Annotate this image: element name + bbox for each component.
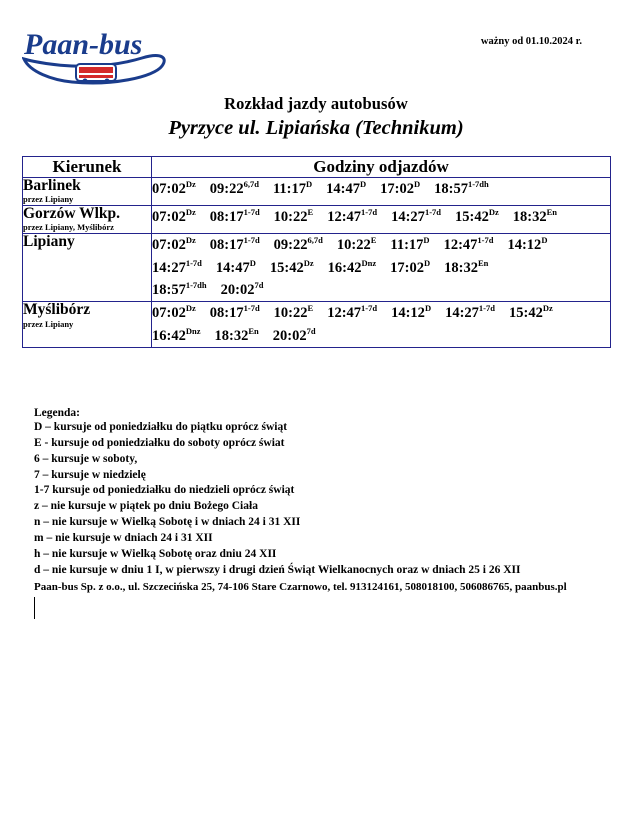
departure-note: E <box>370 235 377 246</box>
page-title <box>0 94 632 140</box>
departure-note: Dz <box>185 235 196 246</box>
departure-note: E <box>307 207 314 218</box>
departure-time: $14:27^{1-7d}$ <box>152 257 202 276</box>
departure-time: $08:17^{1-7d}$ <box>209 235 260 254</box>
departure-note: D <box>541 235 548 246</box>
departure-note: D <box>423 257 431 268</box>
departures-cell <box>152 302 611 348</box>
column-header-direction: Kierunek <box>23 157 152 178</box>
direction-cell <box>23 302 152 348</box>
departure-time: $17:02^D$ <box>390 257 431 276</box>
column-header-hours: Godziny odjazdów <box>152 157 611 178</box>
table-row <box>23 302 611 348</box>
departure-time: $15:42^{Dz}$ <box>269 257 314 276</box>
direction-cell <box>23 206 152 234</box>
departure-time: $11:17^D$ <box>272 179 313 197</box>
departure-note: 1-7dh <box>185 280 207 291</box>
direction-name: Gorzów Wlkp. <box>23 205 121 223</box>
legend-item: h – nie kursuje w Wielką Sobotę oraz dniu 24 XII <box>34 547 277 560</box>
departure-note: 6,7d <box>243 179 259 190</box>
departures-cell <box>152 178 611 206</box>
departure-note: 7d <box>306 326 316 337</box>
table-row <box>23 206 611 234</box>
direction-via: przez Lipiany, Myślibórz <box>23 222 114 233</box>
validity-note: ważny od 01.10.2024 r. <box>480 36 582 47</box>
departure-time: $07:02^{Dz}$ <box>152 179 196 197</box>
departure-time: $20:02^{7d}$ <box>272 326 316 344</box>
departure-time: $14:27^{1-7d}$ <box>445 303 495 322</box>
departures-table <box>22 156 611 348</box>
departure-time: $14:12^D$ <box>391 303 432 322</box>
departure-time: $14:12^D$ <box>507 235 548 254</box>
departures-line <box>152 325 610 347</box>
departure-time: $15:42^{Dz}$ <box>508 303 553 322</box>
table-row <box>23 234 611 302</box>
departure-time: $18:32^{En}$ <box>214 326 259 344</box>
departure-time: $10:22^E$ <box>273 303 314 322</box>
departure-note: 1-7d <box>243 303 260 314</box>
departure-time: $12:47^{1-7d}$ <box>327 303 378 322</box>
departure-note: 1-7d <box>243 235 260 246</box>
departure-note: 1-7d <box>477 235 494 246</box>
departures-line <box>152 302 610 324</box>
departure-note: D <box>423 235 430 246</box>
departure-time: $18:57^{1-7dh}$ <box>434 179 489 197</box>
departure-time: $09:22^{6,7d}$ <box>209 179 259 197</box>
legend-item: z – nie kursuje w piątek po dniu Bożego Ciała <box>34 500 258 513</box>
departure-time: $07:02^{Dz}$ <box>152 207 196 226</box>
legend-item: m – nie kursuje w dniach 24 i 31 XII <box>34 532 213 545</box>
departure-note: En <box>546 207 558 218</box>
departure-time: $08:17^{1-7d}$ <box>209 303 260 322</box>
departure-note: Dnz <box>185 326 201 337</box>
departure-note: 1-7d <box>478 303 495 314</box>
departure-note: 7d <box>254 280 264 291</box>
departure-note: 1-7d <box>185 257 202 268</box>
table-header <box>23 157 611 178</box>
departure-note: Dz <box>185 207 196 218</box>
departure-note: Dz <box>303 257 314 268</box>
departure-note: Dz <box>185 179 196 190</box>
legend-item: 1-7 kursuje od poniedziałku do niedzieli oprócz świąt <box>34 484 295 497</box>
direction-via: przez Lipiany <box>23 194 74 205</box>
departure-time: $08:17^{1-7d}$ <box>209 207 260 226</box>
table-header-row <box>23 157 611 178</box>
departure-time: $12:47^{1-7d}$ <box>443 235 494 254</box>
departures-cell <box>152 234 611 302</box>
svg-text:Paan-bus: Paan-bus <box>24 28 143 61</box>
departure-time: $14:27^{1-7d}$ <box>391 207 441 226</box>
departures-line <box>152 178 610 200</box>
departure-time: $20:02^{7d}$ <box>220 280 264 298</box>
legend-item: D – kursuje od poniedziałku do piątku oprócz świąt <box>34 421 288 433</box>
departure-time: $18:32^{En}$ <box>444 257 489 276</box>
direction-name: Lipiany <box>23 233 75 251</box>
departure-note: En <box>477 257 489 268</box>
departure-note: Dz <box>542 303 553 314</box>
legend-title: Legenda: <box>34 407 80 419</box>
departure-time: $15:42^{Dz}$ <box>455 207 499 226</box>
departure-note: Dnz <box>361 257 377 268</box>
legend <box>34 407 594 579</box>
legend-item: E - kursuje od poniedziałku do soboty oprócz świat <box>34 436 285 449</box>
departure-time: $16:42^{Dnz}$ <box>152 326 201 344</box>
departure-time: $07:02^{Dz}$ <box>152 303 196 322</box>
departure-time: $10:22^E$ <box>336 235 377 254</box>
departure-time: $14:47^D$ <box>326 179 367 197</box>
departures-line <box>152 234 610 256</box>
departures-line <box>152 257 610 279</box>
table-row <box>23 178 611 206</box>
direction-name: Barlinek <box>23 177 81 194</box>
departure-note: 1-7d <box>361 303 378 314</box>
departure-note: 1-7d <box>243 207 260 218</box>
departure-time: $14:47^D$ <box>215 257 256 276</box>
departure-time: $10:22^E$ <box>273 207 314 226</box>
title-line-1: Rozkład jazdy autobusów <box>224 94 408 113</box>
departure-note: 6,7d <box>307 235 323 246</box>
legend-lines <box>34 420 594 579</box>
departure-note: E <box>307 303 314 314</box>
departure-time: $17:02^D$ <box>380 179 421 197</box>
departure-time: $18:32^{En}$ <box>512 207 558 226</box>
departure-note: 1-7d <box>424 207 441 218</box>
departure-note: D <box>249 257 256 268</box>
departure-note: D <box>359 179 367 190</box>
departure-note: Dz <box>488 207 499 218</box>
departure-time: $16:42^{Dnz}$ <box>327 257 377 276</box>
paan-bus-logo <box>22 22 172 87</box>
departure-note: En <box>248 326 259 337</box>
departures-line <box>152 206 610 228</box>
legend-item: n – nie kursuje w Wielką Sobotę i w dniach 24 i 31 XII <box>34 516 301 529</box>
departure-note: 1-7dh <box>467 179 489 190</box>
departure-time: $11:17^D$ <box>390 235 430 254</box>
departure-time: $09:22^{6,7d}$ <box>273 235 323 254</box>
departure-time: $07:02^{Dz}$ <box>152 235 196 254</box>
company-footer: Paan-bus Sp. z o.o., ul. Szczecińska 25, 74-106 Stare Czarnowo, tel. 913124161, 508018100, 506086765, paanbus.pl <box>34 581 567 593</box>
departure-note: 1-7d <box>361 207 378 218</box>
departure-note: D <box>424 303 432 314</box>
direction-name: Myślibórz <box>23 301 91 319</box>
text-caret <box>34 597 35 619</box>
departure-time: $12:47^{1-7d}$ <box>327 207 378 226</box>
legend-item: 6 – kursuje w soboty, <box>34 452 138 465</box>
direction-cell <box>23 178 152 206</box>
departure-time: $18:57^{1-7dh}$ <box>152 280 207 298</box>
departure-note: D <box>413 179 421 190</box>
departures-cell <box>152 206 611 234</box>
direction-via: przez Lipiany <box>23 318 74 329</box>
title-line-2: Pyrzyce ul. Lipiańska (Technikum) <box>168 117 464 139</box>
legend-item: 7 – kursuje w niedzielę <box>34 468 146 481</box>
departure-note: D <box>306 179 313 190</box>
legend-item: d – nie kursuje w dniu 1 I, w pierwszy i drugi dzień Świąt Wielkanocnych oraz w dniach 25 i 26 XII <box>34 563 521 576</box>
departure-note: Dz <box>185 303 196 314</box>
departures-line <box>152 279 610 301</box>
direction-cell <box>23 234 152 302</box>
table-body <box>23 178 611 348</box>
